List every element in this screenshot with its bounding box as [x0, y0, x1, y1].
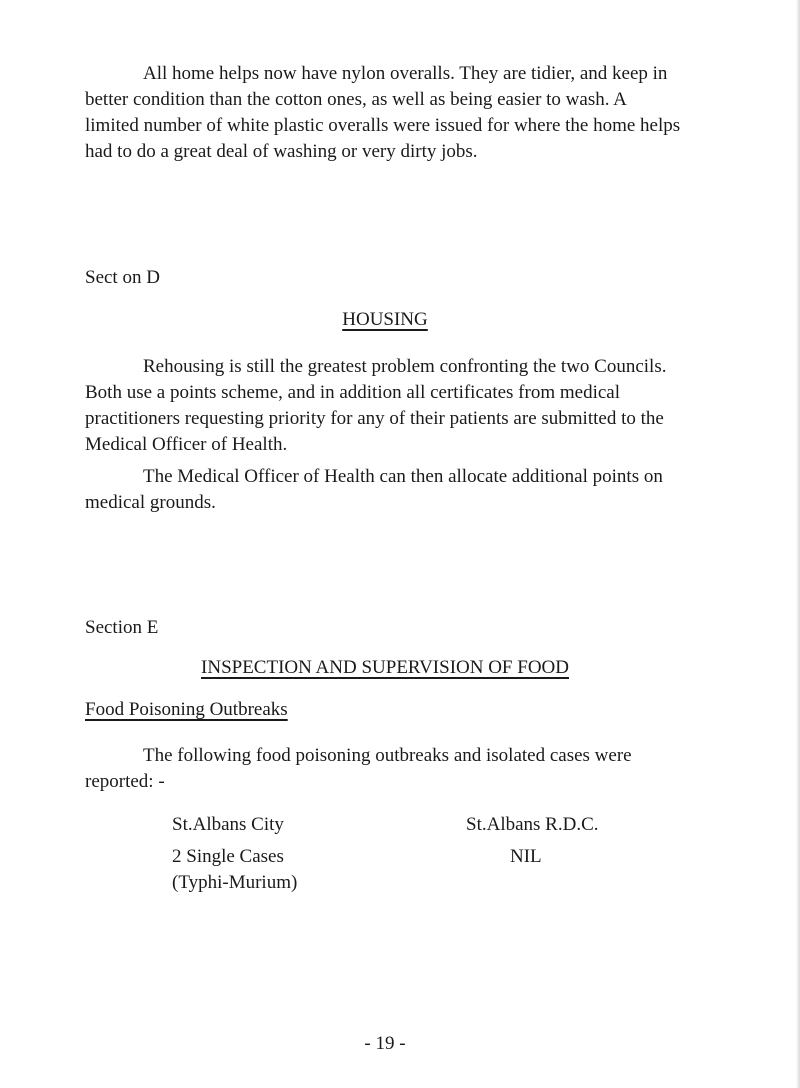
housing-line: Rehousing is still the greatest problem confronting the two Councils.: [143, 356, 667, 377]
housing-heading-wrap: [0, 307, 770, 333]
housing-line: practitioners requesting priority for any of their patients are submitted to the: [85, 408, 664, 429]
table-cell-rdc-cases: NIL: [510, 846, 542, 867]
outbreaks-paragraph: [85, 743, 765, 795]
table-cell-city-cases: [172, 844, 297, 896]
cell-line: 2 Single Cases: [172, 846, 284, 867]
page-number-wrap: [0, 1031, 770, 1057]
intro-line: limited number of white plastic overalls were issued for where the home helps: [85, 115, 681, 136]
food-heading: INSPECTION AND SUPERVISION OF FOOD: [201, 657, 569, 678]
housing-line: Both use a points scheme, and in addition all certificates from medical: [85, 382, 621, 403]
housing-line: Medical Officer of Health.: [85, 434, 288, 455]
section-d-label: Sect on D: [85, 267, 160, 288]
intro-paragraph: [85, 61, 765, 165]
housing-line: The Medical Officer of Health can then allocate additional points on: [143, 466, 663, 487]
table-header-st-albans-city: St.Albans City: [172, 814, 284, 835]
outbreaks-line: reported: -: [85, 771, 165, 792]
food-heading-wrap: [0, 655, 770, 681]
food-poisoning-subheading-wrap: [85, 697, 288, 723]
housing-paragraph-1: [85, 354, 765, 458]
housing-paragraph-2: [85, 464, 765, 516]
intro-line: had to do a great deal of washing or very dirty jobs.: [85, 141, 478, 162]
section-e-label: Section E: [85, 617, 159, 638]
housing-heading: HOUSING: [342, 309, 428, 330]
housing-line: medical grounds.: [85, 492, 216, 513]
page-number: - 19 -: [364, 1033, 406, 1054]
table-header-st-albans-rdc: St.Albans R.D.C.: [466, 814, 599, 835]
scan-edge-shadow: [796, 0, 800, 1088]
intro-line: better condition than the cotton ones, as well as being easier to wash. A: [85, 89, 627, 110]
food-poisoning-subheading: Food Poisoning Outbreaks: [85, 699, 288, 720]
cell-line: (Typhi-Murium): [172, 872, 298, 893]
intro-line: All home helps now have nylon overalls. They are tidier, and keep in: [143, 63, 668, 84]
outbreaks-line: The following food poisoning outbreaks and isolated cases were: [143, 745, 632, 766]
